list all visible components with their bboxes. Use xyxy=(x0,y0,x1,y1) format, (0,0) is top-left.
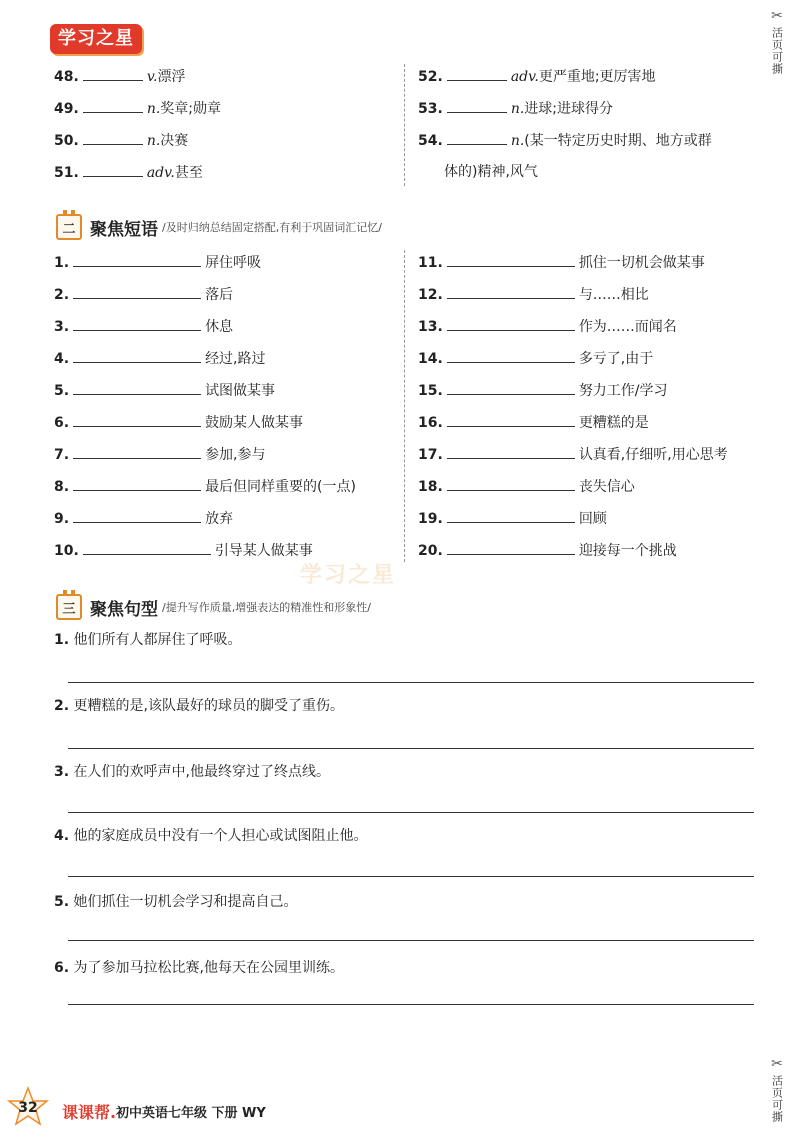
sentence-item: 2. 更糟糕的是,该队最好的球员的脚受了重伤。 xyxy=(54,698,344,714)
book-title: 初中英语七年级 下册 WY xyxy=(116,1106,266,1121)
vocab-item: 50. n.决赛 xyxy=(54,130,188,151)
answer-blank[interactable] xyxy=(447,348,575,363)
phrase-item: 7. 参加,参与 xyxy=(54,444,266,465)
answer-blank[interactable] xyxy=(73,444,201,459)
answer-blank[interactable] xyxy=(447,476,575,491)
answer-blank[interactable] xyxy=(83,98,143,113)
phrase-item: 19. 回顾 xyxy=(418,508,607,529)
section-subtitle: /提升写作质量,增强表达的精准性和形象性/ xyxy=(162,601,371,614)
answer-blank[interactable] xyxy=(83,540,211,555)
sentence-item: 5. 她们抓住一切机会学习和提高自己。 xyxy=(54,894,298,910)
vocab-item: 49. n.奖章;勋章 xyxy=(54,98,221,119)
vocab-item-continued: 体的)精神,风气 xyxy=(444,164,538,180)
section-title: 聚焦句型 xyxy=(90,599,158,620)
answer-blank[interactable] xyxy=(73,348,201,363)
phrase-item: 20. 迎接每一个挑战 xyxy=(418,540,677,561)
section-header-phrases xyxy=(56,214,382,240)
answer-blank[interactable] xyxy=(447,316,575,331)
phrase-item: 14. 多亏了,由于 xyxy=(418,348,653,369)
sentence-item: 6. 为了参加马拉松比赛,他每天在公园里训练。 xyxy=(54,960,344,976)
tear-off-label: 活页可撕 xyxy=(770,1075,784,1123)
answer-blank[interactable] xyxy=(447,130,507,145)
vocab-item: 51. adv.甚至 xyxy=(54,162,203,183)
answer-line[interactable] xyxy=(68,876,754,877)
phrase-item: 2. 落后 xyxy=(54,284,233,305)
section-subtitle: /及时归纳总结固定搭配,有利于巩固词汇记忆/ xyxy=(162,221,382,234)
scissors-icon: ✂ xyxy=(771,1056,783,1072)
answer-blank[interactable] xyxy=(83,130,143,145)
answer-blank[interactable] xyxy=(73,252,201,267)
phrase-item: 18. 丧失信心 xyxy=(418,476,635,497)
phrase-item: 9. 放弃 xyxy=(54,508,233,529)
answer-line[interactable] xyxy=(68,682,754,683)
page-footer xyxy=(0,1078,800,1138)
page-number-badge xyxy=(6,1086,50,1130)
answer-blank[interactable] xyxy=(447,380,575,395)
brand-logo: 学习之星 xyxy=(50,24,142,54)
footer-brand: 课课帮. xyxy=(62,1103,117,1122)
answer-line[interactable] xyxy=(68,1004,754,1005)
tear-off-label: 活页可撕 xyxy=(770,27,784,75)
phrase-item: 11. 抓住一切机会做某事 xyxy=(418,252,705,273)
answer-blank[interactable] xyxy=(83,66,143,81)
answer-blank[interactable] xyxy=(447,444,575,459)
answer-blank[interactable] xyxy=(447,98,507,113)
answer-blank[interactable] xyxy=(447,508,575,523)
answer-blank[interactable] xyxy=(73,508,201,523)
answer-blank[interactable] xyxy=(73,316,201,331)
vocabulary-section xyxy=(54,62,754,192)
phrase-item: 10. 引导某人做某事 xyxy=(54,540,313,561)
phrase-item: 17. 认真看,仔细听,用心思考 xyxy=(418,444,728,465)
answer-line[interactable] xyxy=(68,748,754,749)
phrase-item: 13. 作为……而闻名 xyxy=(418,316,677,337)
sentence-item: 3. 在人们的欢呼声中,他最终穿过了终点线。 xyxy=(54,764,330,780)
answer-blank[interactable] xyxy=(73,380,201,395)
answer-blank[interactable] xyxy=(73,284,201,299)
sentence-item: 4. 他的家庭成员中没有一个人担心或试图阻止他。 xyxy=(54,828,368,844)
calendar-icon: 二 xyxy=(56,214,82,240)
answer-blank[interactable] xyxy=(447,284,575,299)
phrase-item: 8. 最后但同样重要的(一点) xyxy=(54,476,356,497)
answer-blank[interactable] xyxy=(447,540,575,555)
column-divider xyxy=(404,250,405,562)
answer-blank[interactable] xyxy=(447,252,575,267)
scissors-icon: ✂ xyxy=(771,8,783,24)
answer-blank[interactable] xyxy=(73,412,201,427)
sentence-item: 1. 他们所有人都屏住了呼吸。 xyxy=(54,632,242,648)
phrase-item: 5. 试图做某事 xyxy=(54,380,275,401)
answer-blank[interactable] xyxy=(83,162,143,177)
column-divider xyxy=(404,64,405,186)
page-number: 32 xyxy=(18,1100,38,1116)
answer-blank[interactable] xyxy=(73,476,201,491)
section-header-sentences xyxy=(56,594,371,620)
phrases-section xyxy=(54,250,754,570)
calendar-icon: 三 xyxy=(56,594,82,620)
vocab-item: 53. n.进球;进球得分 xyxy=(418,98,613,119)
section-title: 聚焦短语 xyxy=(90,219,158,240)
vocab-item: 54. n.(某一特定历史时期、地方或群 xyxy=(418,130,712,151)
answer-blank[interactable] xyxy=(447,412,575,427)
phrase-item: 12. 与……相比 xyxy=(418,284,649,305)
vocab-item: 48. v.漂浮 xyxy=(54,66,186,87)
vocab-item: 52. adv.更严重地;更厉害地 xyxy=(418,66,656,87)
phrase-item: 4. 经过,路过 xyxy=(54,348,266,369)
tear-off-tab-top xyxy=(764,10,790,75)
phrase-item: 1. 屏住呼吸 xyxy=(54,252,261,273)
watermark: 学习之星 xyxy=(300,563,397,588)
answer-blank[interactable] xyxy=(447,66,507,81)
phrase-item: 16. 更糟糕的是 xyxy=(418,412,649,433)
answer-line[interactable] xyxy=(68,940,754,941)
phrase-item: 6. 鼓励某人做某事 xyxy=(54,412,303,433)
phrase-item: 3. 休息 xyxy=(54,316,233,337)
answer-line[interactable] xyxy=(68,812,754,813)
phrase-item: 15. 努力工作/学习 xyxy=(418,380,668,401)
